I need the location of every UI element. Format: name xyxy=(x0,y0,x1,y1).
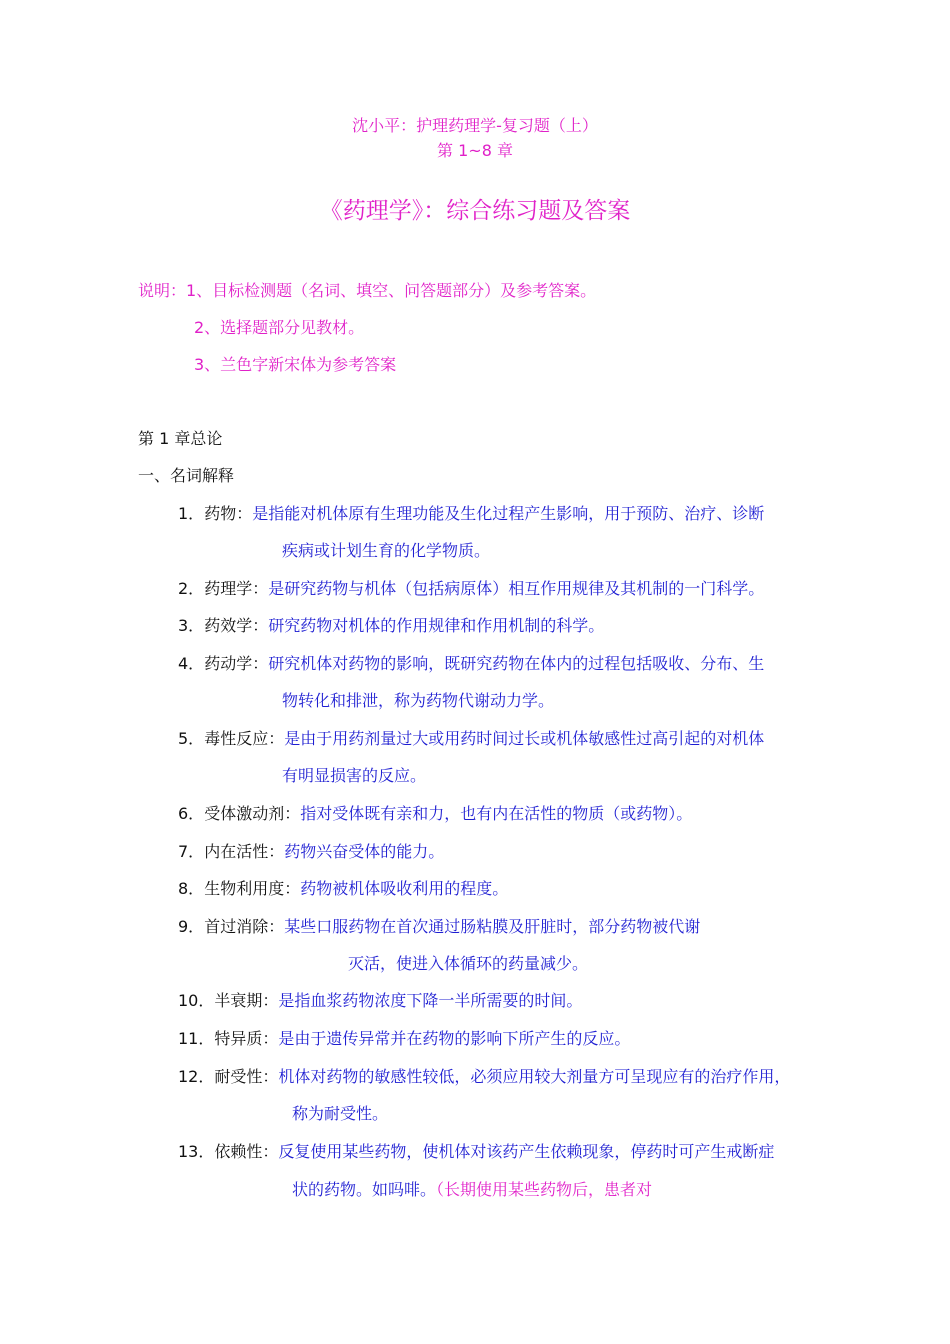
term-item xyxy=(178,616,604,636)
term-item xyxy=(178,917,700,937)
term-definition: 研究药物对机体的作用规律和作用机制的科学。 xyxy=(268,616,605,635)
term-number: 10． xyxy=(178,991,215,1010)
term-item xyxy=(178,879,508,899)
term-number: 13． xyxy=(178,1142,215,1161)
term-name: 受体激动剂： xyxy=(204,804,301,823)
term-item xyxy=(178,1029,630,1049)
term-name: 药物： xyxy=(204,504,253,523)
term-name: 内在活性： xyxy=(204,842,285,861)
note-3: 3、兰色字新宋体为参考答案 xyxy=(194,355,397,374)
term-name: 生物利用度： xyxy=(204,879,301,898)
term-name: 药动学： xyxy=(204,654,269,673)
term-definition-cont: 灭活，使进入体循环的药量减少。 xyxy=(348,954,589,973)
term-definition: 药物兴奋受体的能力。 xyxy=(284,842,445,861)
chapter-title: 第 1 章总论 xyxy=(138,429,223,448)
term-definition: 某些口服药物在首次通过肠粘膜及肝脏时，部分药物被代谢 xyxy=(284,917,701,936)
term-definition-text: 状的药物。如吗啡。 xyxy=(292,1180,437,1199)
term-item xyxy=(178,804,692,824)
note-1: 说明：1、目标检测题（名词、填空、问答题部分）及参考答案。 xyxy=(138,281,597,300)
term-number: 2． xyxy=(178,579,205,598)
term-item xyxy=(178,729,764,749)
term-definition-cont xyxy=(292,1180,652,1200)
term-definition: 是由于用药剂量过大或用药时间过长或机体敏感性过高引起的对机体 xyxy=(284,729,765,748)
term-number: 5． xyxy=(178,729,205,748)
term-definition: 研究机体对药物的影响，既研究药物在体内的过程包括吸收、分布、生 xyxy=(268,654,765,673)
term-number: 1． xyxy=(178,504,205,523)
term-number: 3． xyxy=(178,616,205,635)
term-name: 首过消除： xyxy=(204,917,285,936)
term-definition-cont: 疾病或计划生育的化学物质。 xyxy=(282,541,491,560)
term-number: 7． xyxy=(178,842,205,861)
term-item xyxy=(178,579,764,599)
term-definition: 是研究药物与机体（包括病原体）相互作用规律及其机制的一门科学。 xyxy=(268,579,765,598)
term-definition-cont: 有明显损害的反应。 xyxy=(282,766,427,785)
term-definition: 是指能对机体原有生理功能及生化过程产生影响，用于预防、治疗、诊断 xyxy=(252,504,765,523)
term-definition: 药物被机体吸收利用的程度。 xyxy=(300,879,509,898)
term-name: 特异质： xyxy=(214,1029,279,1048)
term-name: 毒性反应： xyxy=(204,729,285,748)
term-definition-cont: 称为耐受性。 xyxy=(292,1104,389,1123)
term-definition: 是指血浆药物浓度下降一半所需要的时间。 xyxy=(278,991,583,1010)
term-extra-note: （长期使用某些药物后，患者对 xyxy=(436,1180,653,1199)
doc-subtitle: 沈小平：护理药理学-复习题（上） xyxy=(352,116,598,135)
term-item xyxy=(178,1142,774,1162)
term-definition: 机体对药物的敏感性较低，必须应用较大剂量方可呈现应有的治疗作用， xyxy=(278,1067,791,1086)
term-definition: 指对受体既有亲和力，也有内在活性的物质（或药物）。 xyxy=(300,804,693,823)
term-item xyxy=(178,504,764,524)
term-item xyxy=(178,654,764,674)
term-name: 半衰期： xyxy=(214,991,279,1010)
term-name: 药理学： xyxy=(204,579,269,598)
term-number: 8． xyxy=(178,879,205,898)
term-number: 9． xyxy=(178,917,205,936)
section-title: 一、名词解释 xyxy=(138,466,235,485)
term-number: 12． xyxy=(178,1067,215,1086)
term-number: 4． xyxy=(178,654,205,673)
term-name: 依赖性： xyxy=(214,1142,279,1161)
term-definition: 反复使用某些药物，使机体对该药产生依赖现象，停药时可产生戒断症 xyxy=(278,1142,775,1161)
term-definition: 是由于遗传异常并在药物的影响下所产生的反应。 xyxy=(278,1029,631,1048)
term-item xyxy=(178,991,582,1011)
term-definition-cont: 物转化和排泄，称为药物代谢动力学。 xyxy=(282,691,555,710)
term-name: 药效学： xyxy=(204,616,269,635)
term-item xyxy=(178,1067,790,1087)
term-number: 6． xyxy=(178,804,205,823)
doc-chapter-range: 第 1~8 章 xyxy=(437,141,513,160)
term-item xyxy=(178,842,444,862)
note-2: 2、选择题部分见教材。 xyxy=(194,318,365,337)
term-number: 11． xyxy=(178,1029,215,1048)
doc-title: 《药理学》：综合练习题及答案 xyxy=(319,198,631,224)
term-name: 耐受性： xyxy=(214,1067,279,1086)
